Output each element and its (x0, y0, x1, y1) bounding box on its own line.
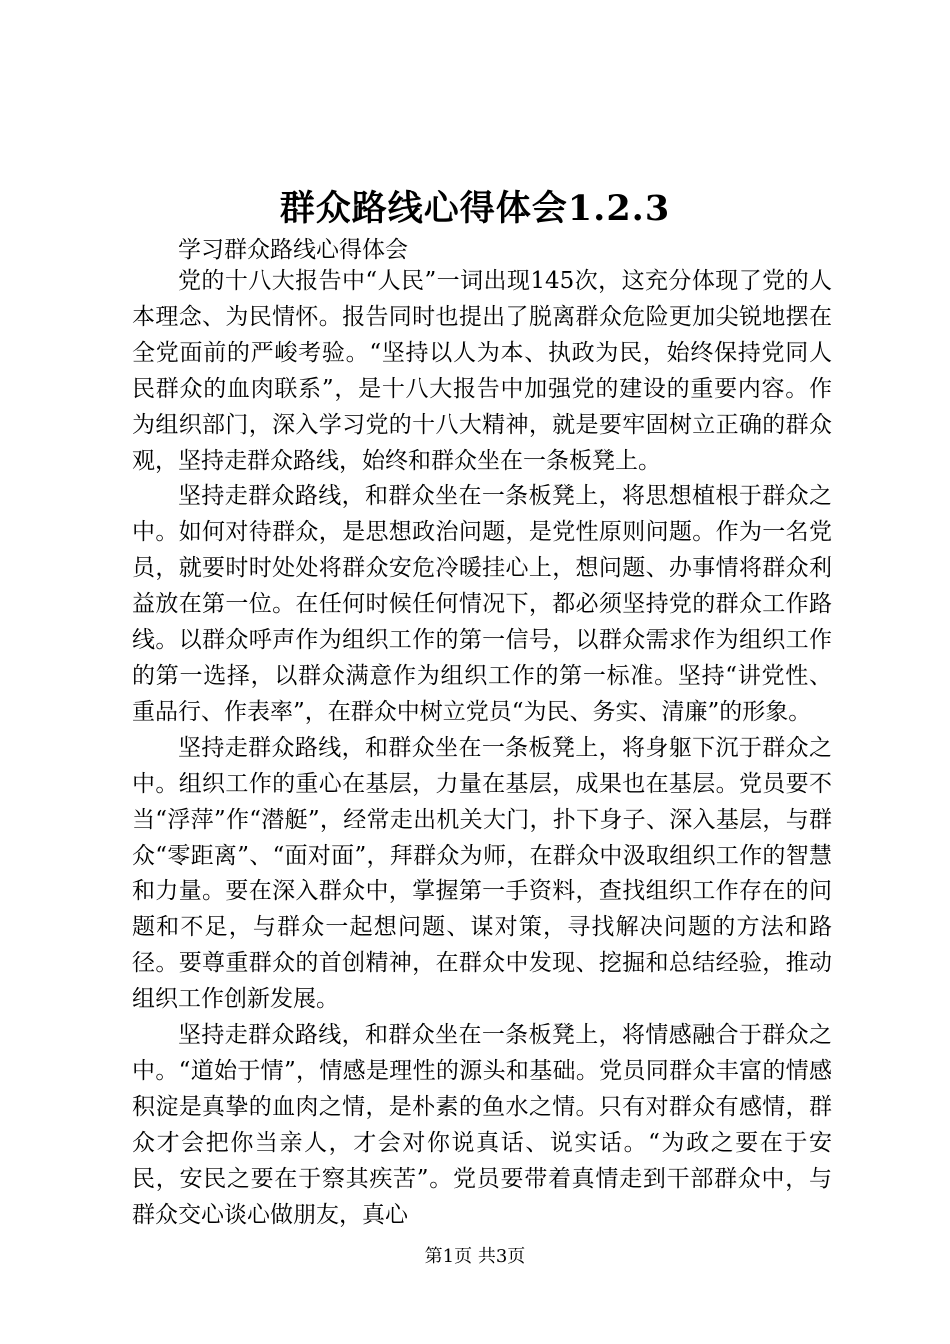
paragraph-4: 坚持走群众路线，和群众坐在一条板凳上，将情感融合于群众之中。“道始于情”，情感是理性的源头和基础。党员同群众丰富的情感积淀是真挚的血肉之情，是朴素的鱼水之情。只有对群众有感情，群众才会把你当亲人，才会对你说真话、说实话。“为政之要在于安民，安民之要在于察其疾苦”。党员要带着真情走到干部群众中，与群众交心谈心做朋友，真心 (132, 1022, 832, 1228)
document-body (132, 264, 832, 1233)
paragraph-2: 坚持走群众路线，和群众坐在一条板凳上，将思想植根于群众之中。如何对待群众，是思想政治问题，是党性原则问题。作为一名党员，就要时时处处将群众安危冷暖挂心上，想问题、办事情将群众利益放在第一位。在任何时候任何情况下，都必须坚持党的群众工作路线。以群众呼声作为组织工作的第一信号，以群众需求作为组织工作的第一选择，以群众满意作为组织工作的第一标准。坚持“讲党性、重品行、作表率”，在群众中树立党员“为民、务实、清廉”的形象。 (132, 483, 832, 725)
document-title: 群众路线心得体会1.2.3 (279, 188, 671, 229)
paragraph-3: 坚持走群众路线，和群众坐在一条板凳上，将身躯下沉于群众之中。组织工作的重心在基层，力量在基层，成果也在基层。党员要不当“浮萍”作“潜艇”，经常走出机关大门，扑下身子、深入基层，与群众“零距离”、“面对面”，拜群众为师，在群众中汲取组织工作的智慧和力量。要在深入群众中，掌握第一手资料，查找组织工作存在的问题和不足，与群众一起想问题、谋对策，寻找解决问题的方法和路径。要尊重群众的首创精神，在群众中发现、挖掘和总结经验，推动组织工作创新发展。 (132, 734, 832, 1013)
paragraph-1: 党的十八大报告中“人民”一词出现145次，这充分体现了党的人本理念、为民情怀。报告同时也提出了脱离群众危险更加尖锐地摆在全党面前的严峻考验。“坚持以人为本、执政为民，始终保持党同人民群众的血肉联系”，是十八大报告中加强党的建设的重要内容。作为组织部门，深入学习党的十八大精神，就是要牢固树立正确的群众观，坚持走群众路线，始终和群众坐在一条板凳上。 (132, 268, 832, 474)
page-number-footer: 第1页 共3页 (424, 1246, 526, 1267)
document-subtitle: 学习群众路线心得体会 (178, 237, 408, 263)
